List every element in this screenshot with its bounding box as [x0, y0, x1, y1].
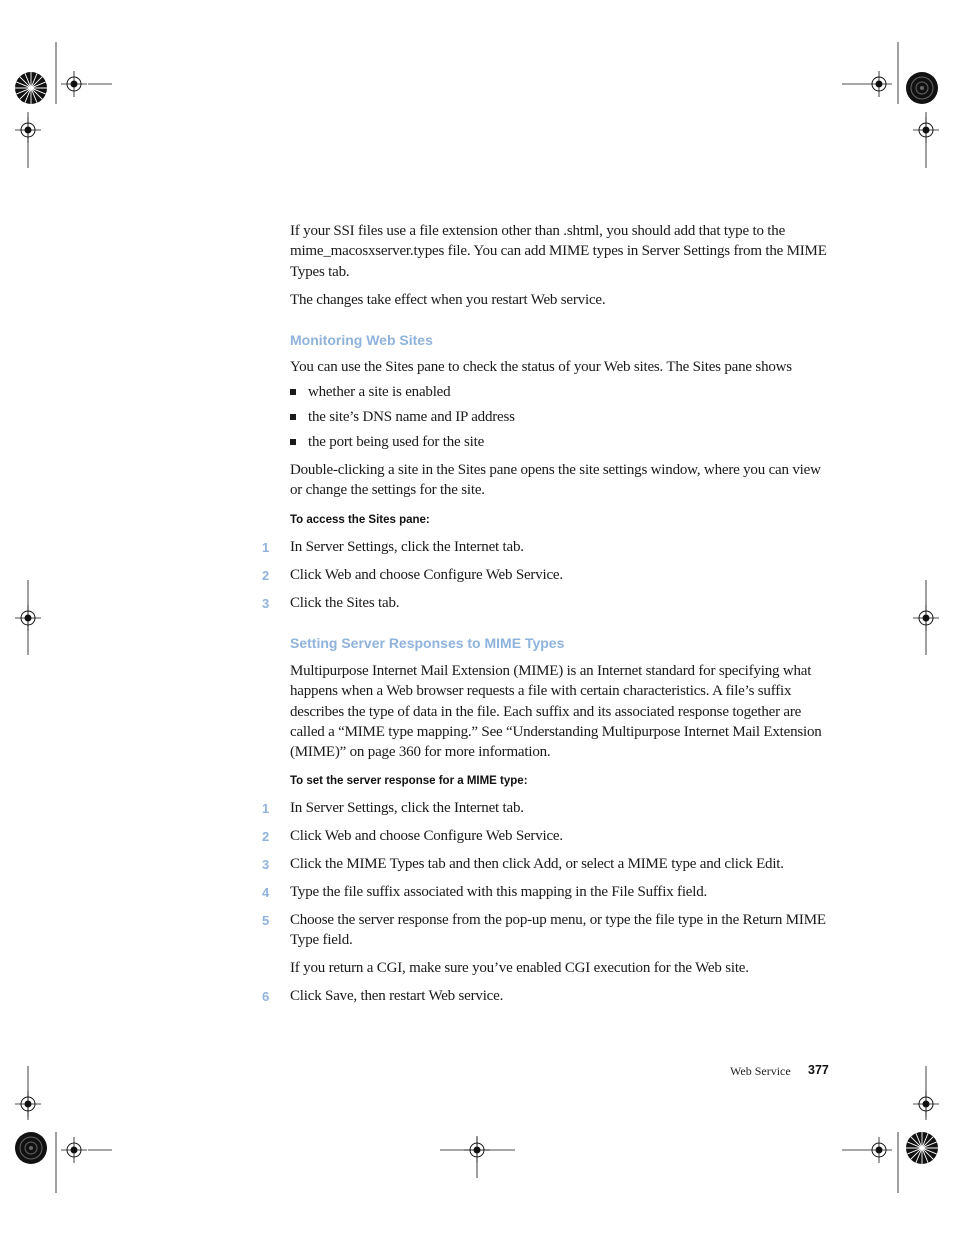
target-mark-icon: [906, 72, 938, 104]
starburst-mark-icon: [15, 72, 47, 104]
bullet-square-icon: [290, 414, 296, 420]
step-number: 3: [262, 857, 270, 872]
starburst-mark-icon: [906, 1132, 938, 1164]
intro-paragraph: If your SSI files use a file extension other than .shtml, you should add that type to the mime_macosxserver.types file. You can add MIME types in Server Settings from the MIME Types tab.: [290, 223, 827, 280]
step-text: Choose the server response from the pop-up menu, or type the file type in the Return MIME Type field.: [290, 912, 826, 949]
monitoring-intro: You can use the Sites pane to check the status of your Web sites. The Sites pane shows: [290, 359, 792, 375]
step-text: Click the MIME Types tab and then click Add, or select a MIME type and click Edit.: [290, 856, 784, 872]
step-number: 5: [262, 913, 270, 928]
mime-paragraph: Multipurpose Internet Mail Extension (MIME) is an Internet standard for specifying what happens when a Web browser requests a file with certain characteristics. A file’s suffix describes the type of data in the file. Each suffix and its associated response together are called a “MIME type mapping.” See “Understanding Multipurpose Internet Mail Extension (MIME)” on page 360 for more information.: [290, 663, 822, 761]
monitoring-after: Double-clicking a site in the Sites pane opens the site settings window, where you can view or change the settings for the site.: [290, 462, 821, 499]
monitoring-heading: Monitoring Web Sites: [290, 332, 433, 348]
step-text: In Server Settings, click the Internet tab.: [290, 800, 524, 816]
footer-section-title: Web Service: [730, 1064, 791, 1078]
cgi-note: If you return a CGI, make sure you’ve enabled CGI execution for the Web site.: [290, 960, 749, 976]
step-number: 1: [262, 801, 270, 816]
crosshair-mark-icon: [61, 71, 87, 97]
mime-heading: Setting Server Responses to MIME Types: [290, 635, 565, 651]
crosshair-mark-icon: [866, 1137, 892, 1163]
step-text: Click Web and choose Configure Web Service.: [290, 567, 563, 583]
procedure-title: To set the server response for a MIME type:: [290, 775, 528, 787]
restart-note: The changes take effect when you restart Web service.: [290, 292, 606, 308]
step-text: In Server Settings, click the Internet tab.: [290, 539, 524, 555]
target-mark-icon: [15, 1132, 47, 1164]
page-number: 377: [808, 1063, 829, 1077]
crosshair-mark-icon: [866, 71, 892, 97]
step-number: 4: [262, 885, 270, 900]
step-text: Click Web and choose Configure Web Service.: [290, 828, 563, 844]
step-number: 2: [262, 829, 270, 844]
step-text: Type the file suffix associated with this mapping in the File Suffix field.: [290, 884, 708, 900]
step-text: Click Save, then restart Web service.: [290, 988, 504, 1004]
step-text: Click the Sites tab.: [290, 595, 400, 611]
step-number: 3: [262, 596, 270, 611]
step-number: 1: [262, 540, 270, 555]
step-number: 2: [262, 568, 270, 583]
bullet-square-icon: [290, 389, 296, 395]
crosshair-mark-icon: [61, 1137, 87, 1163]
procedure-title: To access the Sites pane:: [290, 514, 430, 526]
step-number: 6: [262, 989, 270, 1004]
bullet-square-icon: [290, 439, 296, 445]
